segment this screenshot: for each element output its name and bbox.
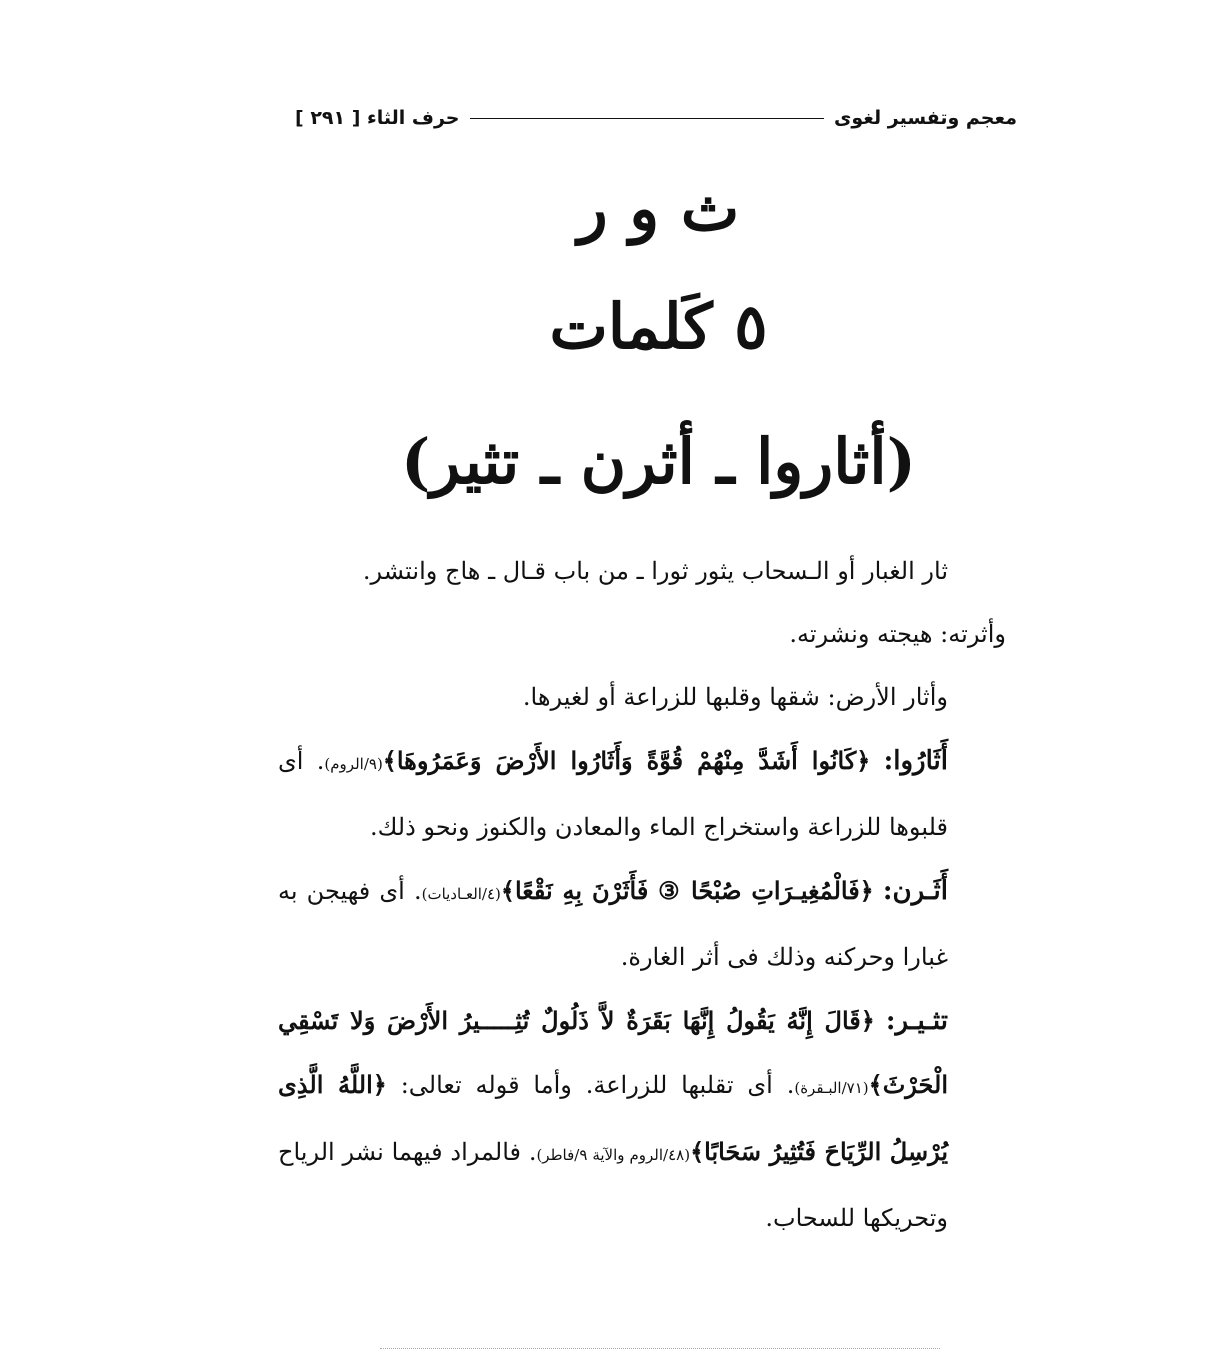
section-name: حرف الثاء [367,107,460,129]
entry-term: أَثَارُوا: [883,746,948,776]
entry-paragraph [278,729,1006,859]
verse-reference: (٧١/البـقرة) [794,1079,869,1097]
quran-verse: ﴿اللَّهُ الَّذِى يُرْسِلُ الرِّيَاحَ فَتُثِيرُ سَحَابًا﴾ [278,1070,948,1166]
quran-verse: ﴿فَالْمُغِيـرَاتِ صُبْحًا ③ فَأَثَرْنَ بِهِ نَقْعًا﴾ [500,876,874,905]
intro-line: ثار الغبار أو الـسحاب يثور ثورا ـ من باب قـال ـ هاج وانتشر. [362,557,948,585]
intro-line: وأثار الأرض: شقها وقلبها للزراعة أو لغيرها. [522,683,948,711]
book-title: معجم وتفسير لغوى [833,107,1017,129]
entry-explanation: . أى فهيجن به غبارا وحركنه وذلك فى أثر الغارة. [278,877,948,971]
intro-line: وأثرته: هيجته ونشرته. [789,620,1006,648]
words-heading: (أثاروا ـ أثرن ـ تثير) [401,425,916,498]
verse-reference: (٤/العـاديات) [421,885,501,903]
entry-paragraph [278,859,1006,989]
entry-paragraph [278,989,1006,1250]
verse-reference: (٩/الروم) [324,755,383,773]
page-number: [ ٢٩١ ] [295,107,361,129]
quran-verse: ﴿كَانُوا أَشَدَّ مِنْهُمْ قُوَّةً وَأَثَارُوا الأَرْضَ وَعَمَرُوهَا﴾ [382,746,871,775]
verse-reference: (٤٨/الروم والآية ٩/فاطر) [536,1146,691,1164]
bottom-scan-artifact [380,1348,940,1351]
entry-body [278,540,1006,1250]
entry-explanation: . فالمراد فيهما نشر الرياح وتحريكها للسحاب. [278,1138,948,1232]
entry-term: أَثَـرن: [882,876,948,906]
quran-verse: ﴿قَالَ إِنَّهُ يَقُولُ إِنَّهَا بَقَرَةٌ لاَّ ذَلُولٌ تُثِـــــيرُ الأَرْضَ وَلا تَسْقِي الْحَرْثَ﴾ [278,1006,948,1099]
entry-term: تثـيـر: [885,1006,948,1036]
header-rule [470,118,824,119]
entry-explanation: . أى قلبوها للزراعة واستخراج الماء والمعادن والكنوز ونحو ذلك. [278,747,948,841]
root-heading: ث و ر [577,172,740,245]
entry-explanation: . أى تقلبها للزراعة. وأما قوله تعالى: [400,1071,795,1099]
running-header [295,100,1017,136]
word-count-heading: ٥ كَلمات [549,290,768,363]
